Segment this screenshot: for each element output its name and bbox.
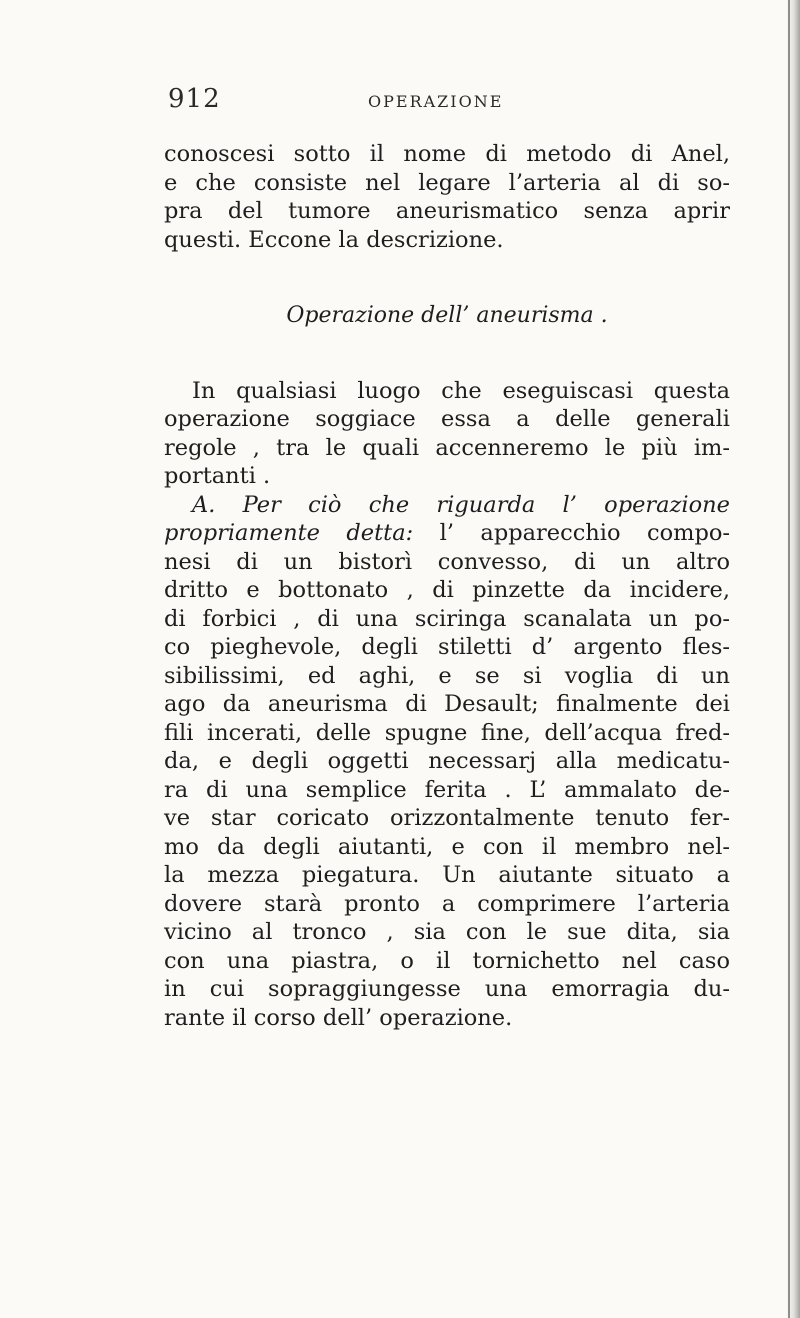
text-line: dritto e bottonato , di pinzette da incidere, — [164, 577, 730, 603]
text-line: sibilissimi, ed aghi, e se si voglia di un — [164, 662, 730, 689]
text-line: vicino al tronco , sia con le sue dita, sia — [164, 919, 730, 945]
running-head: OPERAZIONE — [368, 92, 504, 111]
text-line: conoscesi sotto il nome di metodo di Anel, — [164, 141, 730, 167]
text-line: con una piastra, o il tornichetto nel caso — [164, 947, 730, 974]
text-line: in cui sopraggiungesse una emorragia du- — [164, 976, 730, 1002]
text-line: ve star coricato orizzontalmente tenuto fer- — [164, 805, 730, 831]
section-heading: Operazione dell’ aneurisma . — [286, 303, 608, 328]
paragraph-1 — [164, 140, 730, 254]
italic-phrase: propriamente detta: — [164, 520, 414, 546]
text-line: pra del tumore aneurismatico senza aprir — [164, 198, 730, 224]
text-line: operazione soggiace essa a delle generali — [164, 406, 730, 432]
body-text — [164, 140, 730, 1032]
text-line: fili incerati, delle spugne fine, dell’acqua fred- — [164, 719, 730, 746]
text-line: e che consiste nel legare l’arteria al di so- — [164, 169, 730, 196]
text-line: co pieghevole, degli stiletti d’ argento fles- — [164, 634, 730, 660]
text-run: l’ apparecchio compo- — [413, 520, 731, 546]
text-line — [164, 519, 730, 548]
text-line: In qualsiasi luogo che eseguiscasi questa — [192, 377, 730, 404]
text-line: rante il corso dell’ operazione. — [164, 1004, 513, 1031]
page-header — [168, 84, 718, 124]
text-line-italic: A. Per ciò che riguarda l’ operazione — [192, 491, 730, 518]
page-number: 912 — [168, 84, 221, 114]
text-line: da, e degli oggetti necessarj alla medicatu- — [164, 748, 730, 774]
text-line: di forbici , di una sciringa scanalata un po- — [164, 605, 730, 632]
text-line: portanti . — [164, 463, 271, 489]
paragraph-2 — [164, 377, 730, 491]
text-line: mo da degli aiutanti, e con il membro nel- — [164, 833, 730, 860]
text-line: ago da aneurisma di Desault; finalmente dei — [164, 691, 730, 717]
text-line: ra di una semplice ferita . L’ ammalato de- — [164, 776, 730, 803]
text-line: nesi di un bistorì convesso, di un altro — [164, 548, 730, 575]
paragraph-3 — [164, 491, 730, 1033]
text-line: questi. Eccone la descrizione. — [164, 226, 504, 253]
text-line: la mezza piegatura. Un aiutante situato a — [164, 862, 730, 888]
text-line: dovere starà pronto a comprimere l’arteria — [164, 890, 730, 917]
text-line: regole , tra le quali accenneremo le più im- — [164, 434, 730, 461]
page-edge-line — [788, 0, 790, 1318]
